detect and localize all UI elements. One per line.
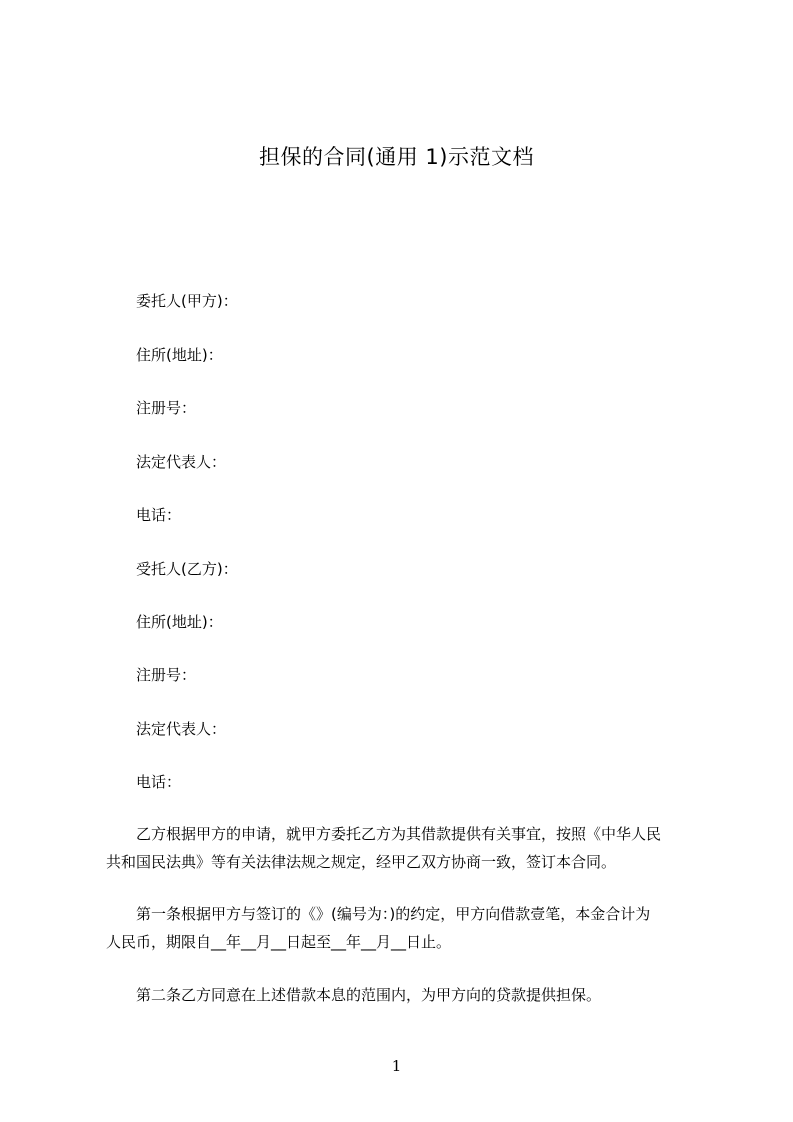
field-client-phone: 电话： (136, 506, 182, 524)
paragraph-line: 第一条根据甲方与签订的《》(编号为：)的约定，甲方向借款壹笔，本金合计为 (136, 905, 651, 923)
document-title: 担保的合同(通用 1)示范文档 (259, 145, 534, 169)
paragraph-article-2 (106, 981, 706, 1009)
paragraph-line: 乙方根据甲方的申请，就甲方委托乙方为其借款提供有关事宜，按照《中华人民 (136, 825, 662, 843)
field-trustee-address: 住所(地址)： (136, 613, 223, 631)
paragraph-line: 共和国民法典》等有关法律法规之规定，经甲乙双方协商一致，签订本合同。 (106, 853, 617, 871)
field-client-party-a: 委托人(甲方)： (136, 292, 238, 310)
paragraph-preamble (106, 820, 706, 876)
field-client-address: 住所(地址)： (136, 346, 223, 364)
field-trustee-legal-representative: 法定代表人： (136, 720, 227, 738)
field-trustee-registration-number: 注册号： (136, 666, 197, 684)
paragraph-line: 人民币，期限自__年__月__日起至__年__月__日止。 (106, 933, 452, 951)
paragraph-line: 第二条乙方同意在上述借款本息的范围内，为甲方向的贷款提供担保。 (136, 986, 602, 1004)
paragraph-article-1 (106, 900, 706, 956)
field-trustee-phone: 电话： (136, 773, 182, 791)
field-trustee-party-b: 受托人(乙方)： (136, 560, 238, 578)
page-number: 1 (391, 1057, 402, 1075)
field-client-registration-number: 注册号： (136, 399, 197, 417)
field-client-legal-representative: 法定代表人： (136, 453, 227, 471)
